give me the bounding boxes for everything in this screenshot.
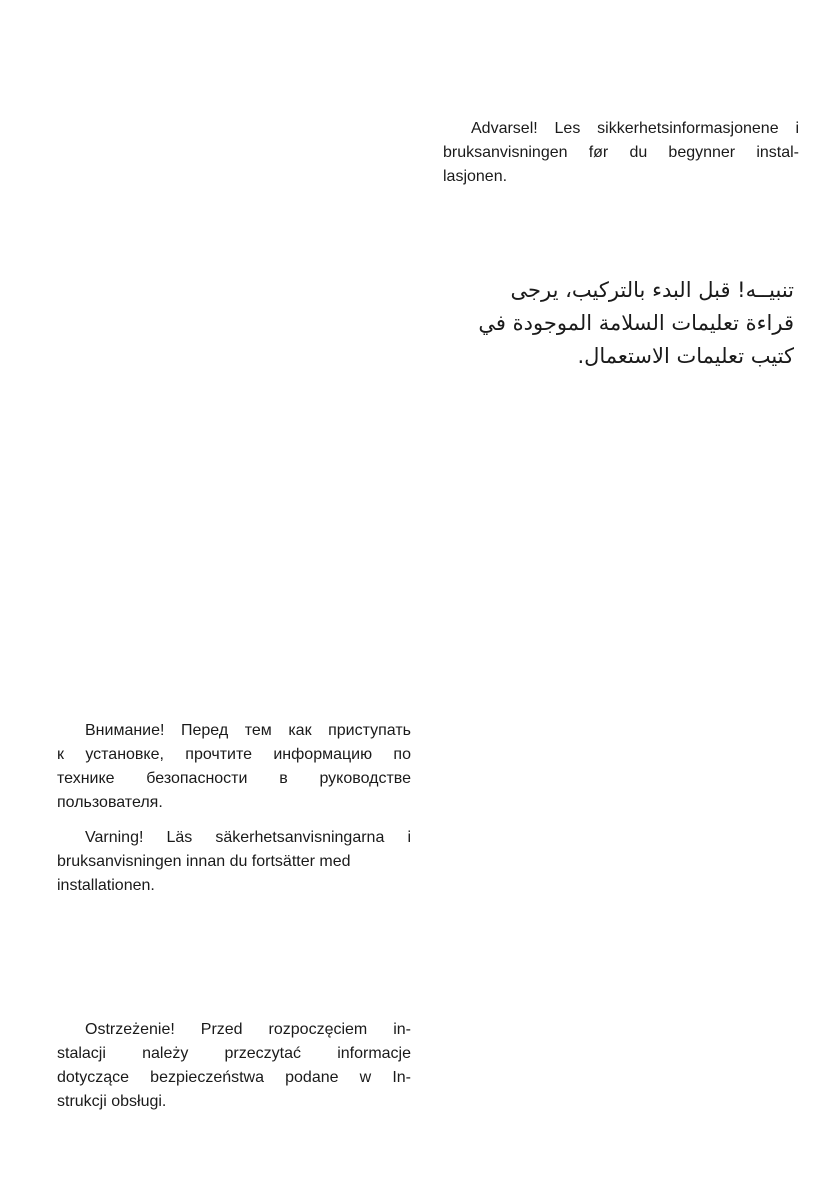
- warning-russian: [57, 719, 411, 815]
- warning-polish-line-4: strukcji obsługi.: [57, 1093, 167, 1110]
- warning-arabic-line-2: قراءة تعليمات السلامة الموجودة في: [478, 311, 794, 335]
- warning-polish-line-3: dotyczące bezpieczeństwa podane w In-: [57, 1069, 411, 1086]
- warning-swedish: [57, 826, 411, 898]
- warning-norwegian-line-2: bruksanvisningen før du begynner instal-: [443, 144, 799, 161]
- warning-arabic-line-1: تنبيــه! قبل البدء بالتركيب، يرجى: [510, 278, 794, 302]
- warning-swedish-line-3: installationen.: [57, 877, 155, 894]
- warning-russian-line-4: пользователя.: [57, 794, 163, 811]
- warning-arabic: [470, 274, 794, 373]
- warning-swedish-line-2: bruksanvisningen innan du fortsätter med: [57, 853, 351, 870]
- warning-russian-line-3: технике безопасности в руководстве: [57, 770, 411, 787]
- warning-russian-line-1: Внимание! Перед тем как приступать: [85, 722, 411, 739]
- warning-polish-line-2: stalacji należy przeczytać informacje: [57, 1045, 411, 1062]
- warning-swedish-line-1: Varning! Läs säkerhetsanvisningarna i: [85, 829, 411, 846]
- warning-arabic-line-3: كتيب تعليمات الاستعمال.: [577, 344, 794, 368]
- warning-russian-line-2: к установке, прочтите информацию по: [57, 746, 411, 763]
- warning-norwegian-line-3: lasjonen.: [443, 168, 508, 185]
- warning-polish-line-1: Ostrzeżenie! Przed rozpoczęciem in-: [85, 1021, 411, 1038]
- warning-polish: [57, 1018, 411, 1114]
- warning-norwegian: [443, 117, 799, 189]
- warning-norwegian-line-1: Advarsel! Les sikkerhetsinformasjonene i: [471, 120, 799, 137]
